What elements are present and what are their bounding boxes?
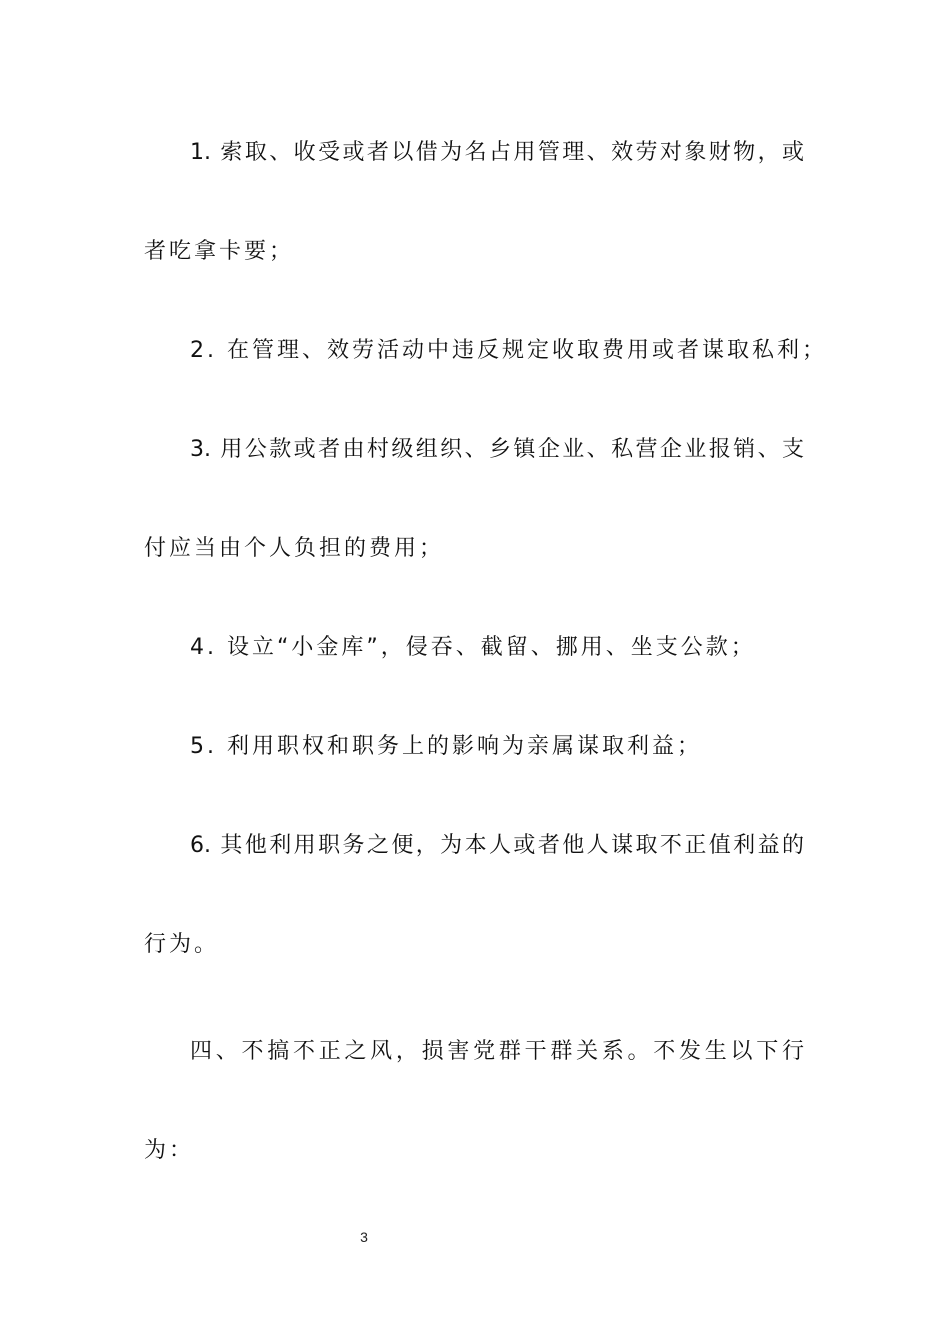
paragraph-item-1-line-1: 1. 索取、收受或者以借为名占用管理、效劳对象财物，或 [190,140,804,165]
paragraph-item-3-line-1: 3. 用公款或者由村级组织、乡镇企业、私营企业报销、支 [190,437,804,462]
paragraph-item-6-line-1: 6. 其他利用职务之便，为本人或者他人谋取不正值利益的 [190,833,804,858]
section-four-heading-line-2: 为： [144,1138,195,1163]
paragraph-item-1-line-2: 者吃拿卡要； [144,239,295,264]
paragraph-item-5: 5. 利用职权和职务上的影响为亲属谋取利益； [190,734,702,759]
paragraph-item-6-line-2: 行为。 [144,932,220,957]
section-four-heading-line-1: 四、不搞不正之风，损害党群干群关系。不发生以下行 [190,1039,804,1064]
paragraph-item-4: 4. 设立“小金库”，侵吞、截留、挪用、坐支公款； [190,635,756,660]
paragraph-item-2: 2. 在管理、效劳活动中违反规定收取费用或者谋取私利； [190,338,827,363]
page-number: 3 [360,1229,368,1245]
paragraph-item-3-line-2: 付应当由个人负担的费用； [144,536,445,561]
